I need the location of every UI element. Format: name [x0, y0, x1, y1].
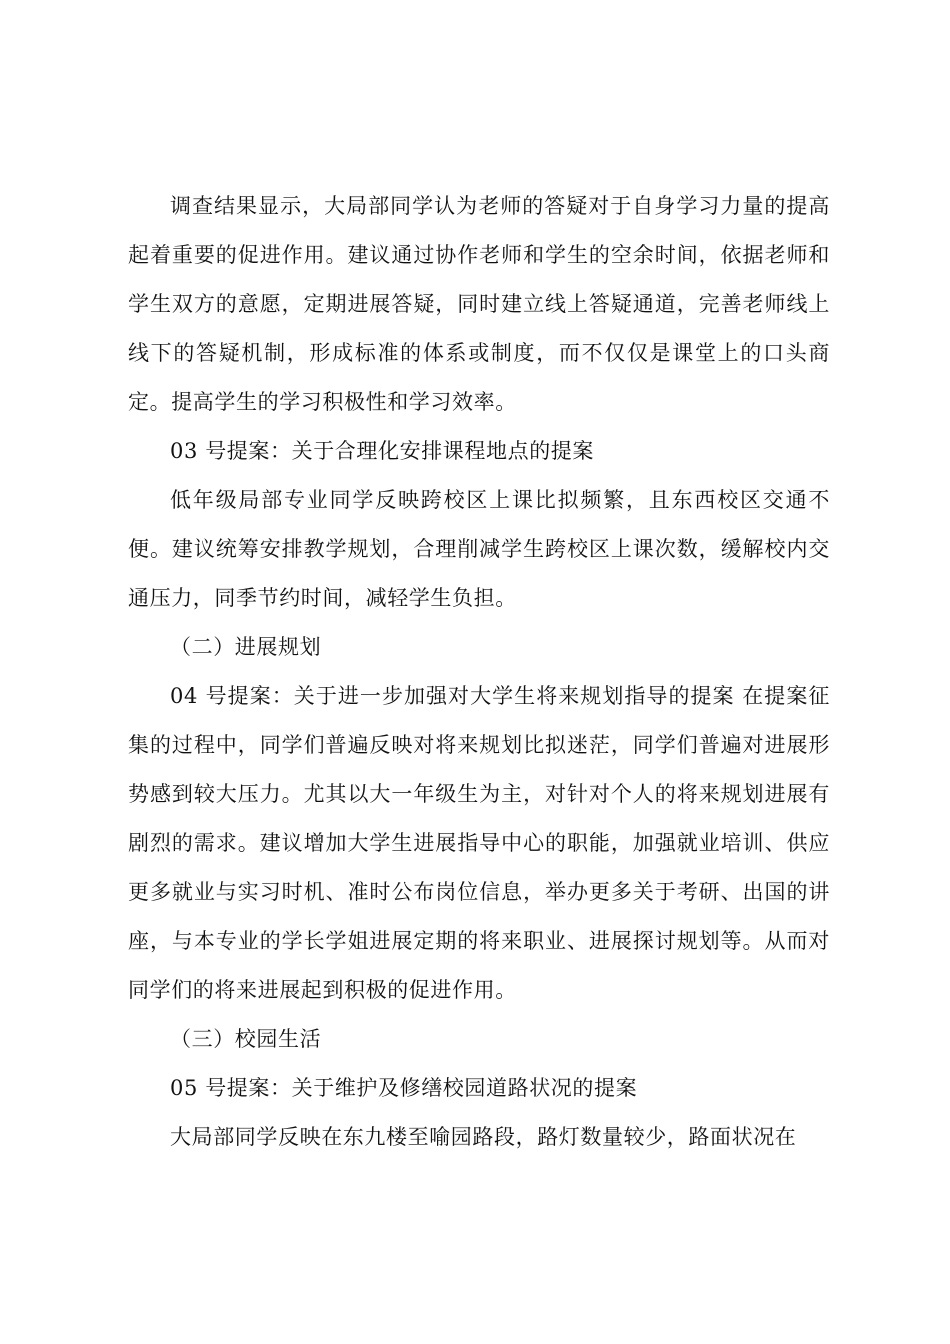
- paragraph-tutoring-survey: 调查结果显示，大局部同学认为老师的答疑对于自身学习力量的提高起着重要的促进作用。建议通过协作老师和学生的空余时间，依据老师和学生双方的意愿，定期进展答疑，同时建立线上答疑通道，完善老师线上线下的答疑机制，形成标准的体系或制度，而不仅仅是课堂上的口头商定。提高学生的学习积极性和学习效率。: [128, 194, 830, 414]
- proposal-03-title: 03 号提案：关于合理化安排课程地点的提案: [170, 439, 594, 463]
- paragraph-road-conditions: 大局部同学反映在东九楼至喻园路段，路灯数量较少，路面状况在: [170, 1125, 797, 1149]
- section-campus-life: （三）校园生活: [170, 1027, 322, 1051]
- document-body: [128, 182, 830, 1162]
- proposal-05-title: 05 号提案：关于维护及修缮校园道路状况的提案: [170, 1076, 638, 1100]
- paragraph-proposal-04: 04 号提案：关于进一步加强对大学生将来规划指导的提案 在提案征集的过程中，同学们普遍反映对将来规划比拟迷茫，同学们普遍对进展形势感到较大压力。尤其以大一年级生为主，对针对个人的将来规划进展有剧烈的需求。建议增加大学生进展指导中心的职能，加强就业培训、供应更多就业与实习时机、准时公布岗位信息，举办更多关于考研、出国的讲座，与本专业的学长学姐进展定期的将来职业、进展探讨规划等。从而对同学们的将来进展起到积极的促进作用。: [128, 684, 830, 1002]
- section-development-planning: （二）进展规划: [170, 635, 322, 659]
- paragraph-campus-commute: 低年级局部专业同学反映跨校区上课比拟频繁，且东西校区交通不便。建议统筹安排教学规划，合理削减学生跨校区上课次数，缓解校内交通压力，同季节约时间，减轻学生负担。: [128, 488, 830, 610]
